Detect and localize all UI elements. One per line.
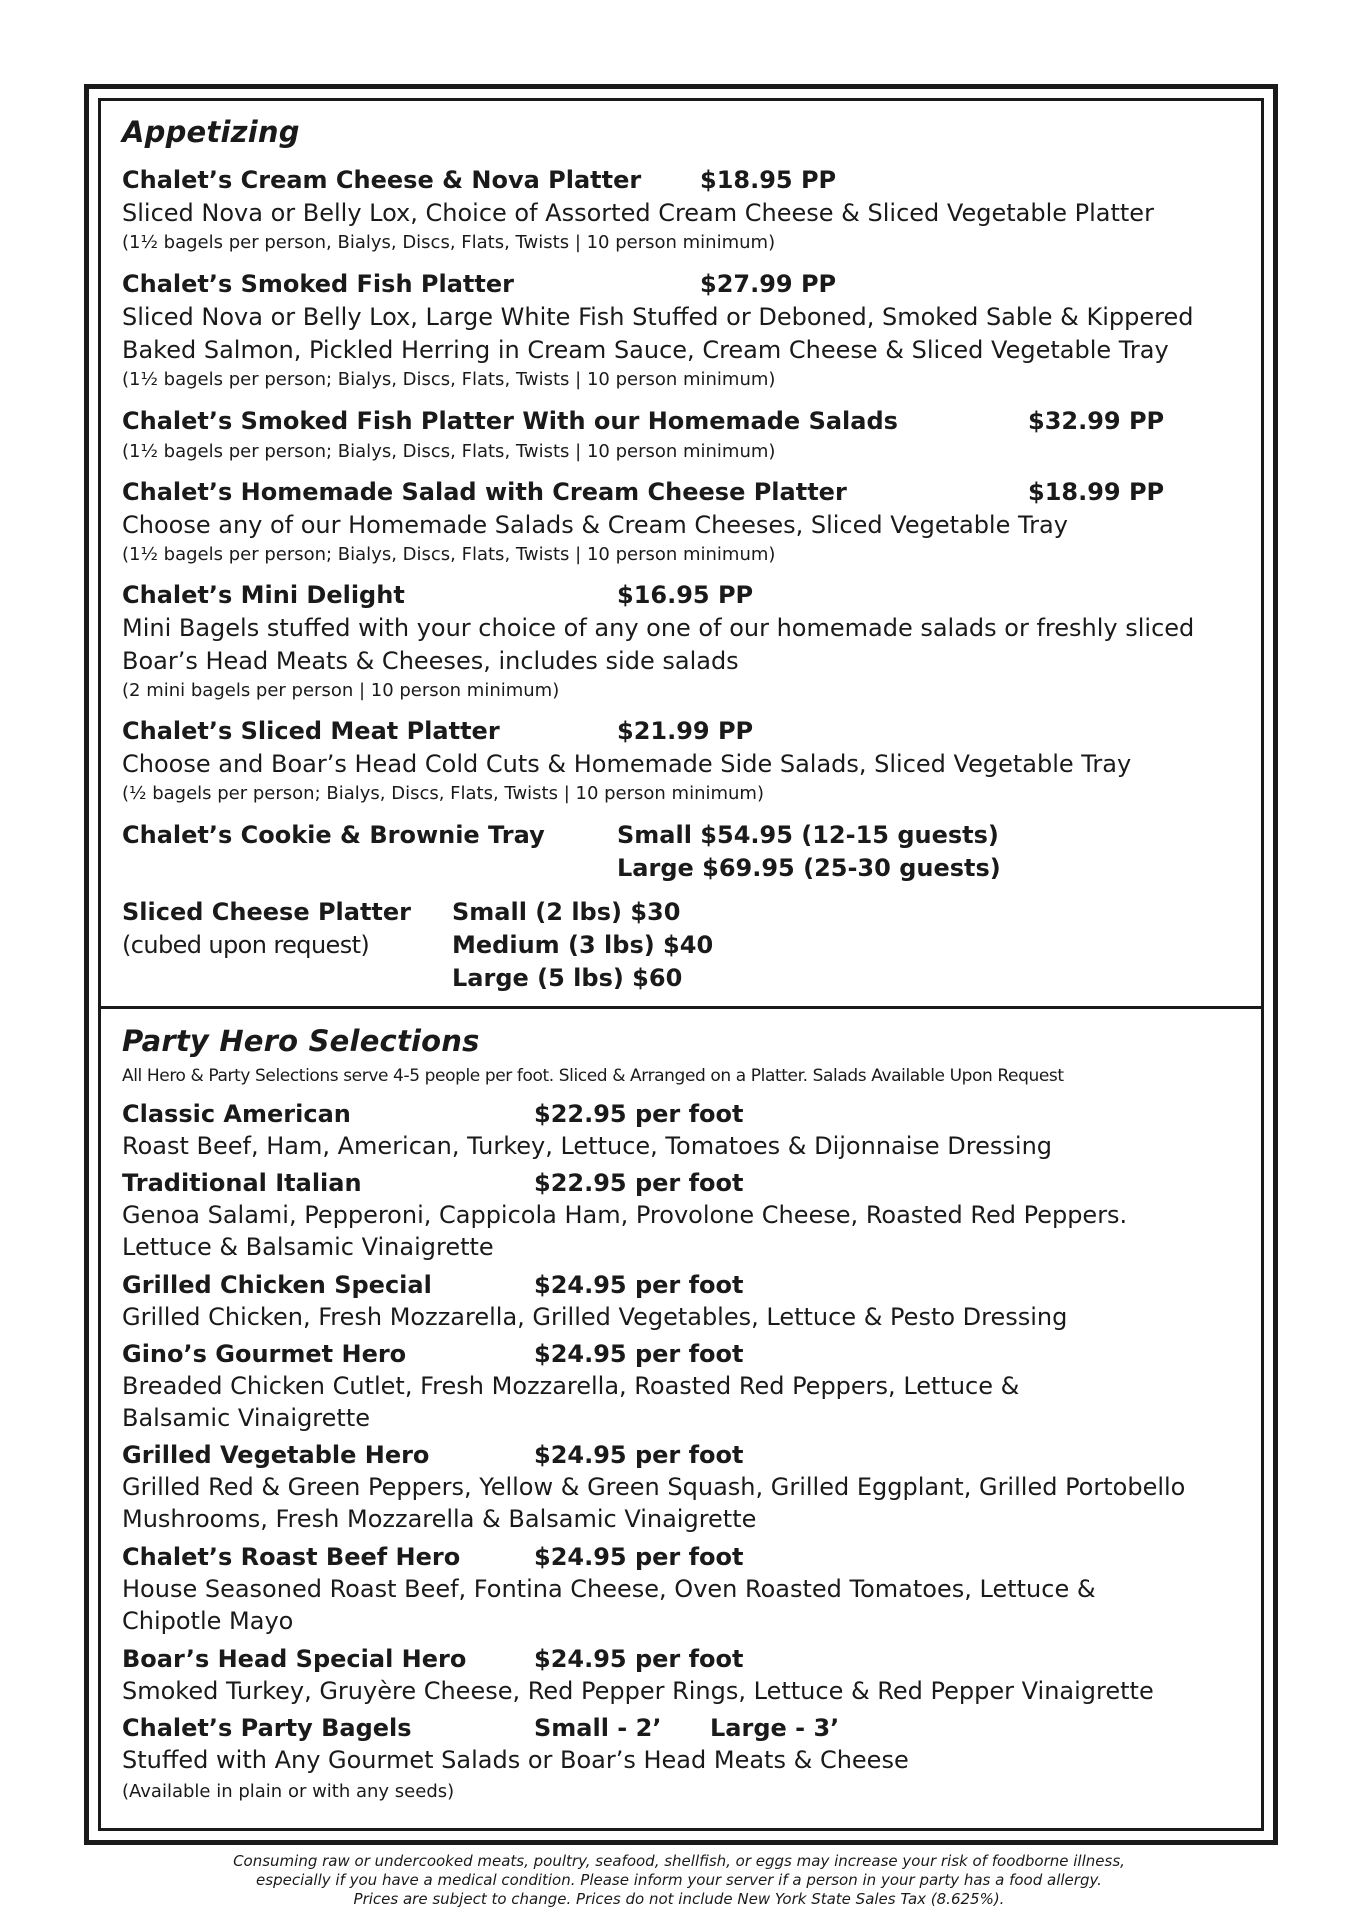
grilled-chicken-name: Grilled Chicken Special <box>122 1271 432 1299</box>
smoked-fish-price: $27.99 PP <box>700 270 837 298</box>
cream-cheese-nova-note: (1½ bagels per person, Bialys, Discs, Flats, Twists | 10 person minimum) <box>122 232 776 253</box>
roast-beef-desc-2: Chipotle Mayo <box>122 1607 294 1635</box>
grilled-vegetable-name: Grilled Vegetable Hero <box>122 1441 430 1469</box>
boars-head-name: Boar’s Head Special Hero <box>122 1645 467 1673</box>
ginos-gourmet-desc-2: Balsamic Vinaigrette <box>122 1404 370 1432</box>
boars-head-price: $24.95 per foot <box>534 1645 744 1673</box>
party-bagels-note: (Available in plain or with any seeds) <box>122 1781 455 1802</box>
roast-beef-name: Chalet’s Roast Beef Hero <box>122 1543 461 1571</box>
mini-delight-name: Chalet’s Mini Delight <box>122 581 405 609</box>
mini-delight-desc-2: Boar’s Head Meats & Cheeses, includes side salads <box>122 647 739 675</box>
homemade-salad-desc: Choose any of our Homemade Salads & Cream Cheeses, Sliced Vegetable Tray <box>122 511 1068 539</box>
heroes-intro: All Hero & Party Selections serve 4-5 people per foot. Sliced & Arranged on a Platter. Salads Available Upon Request <box>122 1066 1064 1086</box>
mini-delight-price: $16.95 PP <box>617 581 754 609</box>
cookie-brownie-price-small: Small $54.95 (12-15 guests) <box>617 821 999 849</box>
cream-cheese-nova-price: $18.95 PP <box>700 166 837 194</box>
footer-disclaimer-3: Prices are subject to change. Prices do not include New York State Sales Tax (8.625%). <box>353 1890 1005 1908</box>
classic-american-name: Classic American <box>122 1100 351 1128</box>
grilled-vegetable-price: $24.95 per foot <box>534 1441 744 1469</box>
sliced-cheese-price-medium: Medium (3 lbs) $40 <box>452 931 714 959</box>
smoked-fish-note: (1½ bagels per person; Bialys, Discs, Flats, Twists | 10 person minimum) <box>122 369 776 390</box>
grilled-vegetable-desc-2: Mushrooms, Fresh Mozzarella & Balsamic Vinaigrette <box>122 1505 757 1533</box>
cream-cheese-nova-name: Chalet’s Cream Cheese & Nova Platter <box>122 166 642 194</box>
roast-beef-desc-1: House Seasoned Roast Beef, Fontina Cheese, Oven Roasted Tomatoes, Lettuce & <box>122 1575 1096 1603</box>
cream-cheese-nova-desc: Sliced Nova or Belly Lox, Choice of Assorted Cream Cheese & Sliced Vegetable Platter <box>122 199 1154 227</box>
boars-head-desc: Smoked Turkey, Gruyère Cheese, Red Pepper Rings, Lettuce & Red Pepper Vinaigrette <box>122 1677 1154 1705</box>
smoked-fish-salads-price: $32.99 PP <box>1028 407 1165 435</box>
sliced-cheese-price-large: Large (5 lbs) $60 <box>452 964 683 992</box>
ginos-gourmet-price: $24.95 per foot <box>534 1340 744 1368</box>
smoked-fish-salads-note: (1½ bagels per person; Bialys, Discs, Flats, Twists | 10 person minimum) <box>122 441 776 462</box>
cookie-brownie-price-large: Large $69.95 (25-30 guests) <box>617 854 1001 882</box>
sliced-cheese-name: Sliced Cheese Platter <box>122 898 412 926</box>
grilled-chicken-price: $24.95 per foot <box>534 1271 744 1299</box>
party-bagels-desc: Stuffed with Any Gourmet Salads or Boar’s Head Meats & Cheese <box>122 1746 909 1774</box>
cookie-brownie-name: Chalet’s Cookie & Brownie Tray <box>122 821 545 849</box>
appetizing-heading: Appetizing <box>122 115 300 149</box>
roast-beef-price: $24.95 per foot <box>534 1543 744 1571</box>
footer-disclaimer-2: especially if you have a medical condition. Please inform your server if a person in your party has a food allergy. <box>256 1871 1102 1889</box>
sliced-meat-price: $21.99 PP <box>617 717 754 745</box>
smoked-fish-desc-1: Sliced Nova or Belly Lox, Large White Fish Stuffed or Deboned, Smoked Sable & Kippered <box>122 303 1194 331</box>
homemade-salad-note: (1½ bagels per person; Bialys, Discs, Flats, Twists | 10 person minimum) <box>122 544 776 565</box>
sliced-cheese-price-small: Small (2 lbs) $30 <box>452 898 681 926</box>
ginos-gourmet-desc-1: Breaded Chicken Cutlet, Fresh Mozzarella, Roasted Red Peppers, Lettuce & <box>122 1372 1020 1400</box>
sliced-meat-desc: Choose and Boar’s Head Cold Cuts & Homemade Side Salads, Sliced Vegetable Tray <box>122 750 1132 778</box>
party-bagels-price-large: Large - 3’ <box>710 1714 840 1742</box>
traditional-italian-price: $22.95 per foot <box>534 1169 744 1197</box>
sliced-meat-name: Chalet’s Sliced Meat Platter <box>122 717 500 745</box>
heroes-heading: Party Hero Selections <box>122 1024 480 1058</box>
classic-american-desc: Roast Beef, Ham, American, Turkey, Lettuce, Tomatoes & Dijonnaise Dressing <box>122 1132 1053 1160</box>
grilled-vegetable-desc-1: Grilled Red & Green Peppers, Yellow & Green Squash, Grilled Eggplant, Grilled Portobello <box>122 1473 1186 1501</box>
smoked-fish-name: Chalet’s Smoked Fish Platter <box>122 270 514 298</box>
traditional-italian-desc-2: Lettuce & Balsamic Vinaigrette <box>122 1233 494 1261</box>
homemade-salad-price: $18.99 PP <box>1028 478 1165 506</box>
mini-delight-note: (2 mini bagels per person | 10 person minimum) <box>122 680 560 701</box>
party-bagels-name: Chalet’s Party Bagels <box>122 1714 412 1742</box>
smoked-fish-desc-2: Baked Salmon, Pickled Herring in Cream Sauce, Cream Cheese & Sliced Vegetable Tray <box>122 336 1169 364</box>
ginos-gourmet-name: Gino’s Gourmet Hero <box>122 1340 407 1368</box>
party-bagels-price-small: Small - 2’ <box>534 1714 662 1742</box>
smoked-fish-salads-name: Chalet’s Smoked Fish Platter With our Homemade Salads <box>122 407 898 435</box>
footer-disclaimer-1: Consuming raw or undercooked meats, poultry, seafood, shellfish, or eggs may increase your risk of foodborne illness, <box>233 1852 1125 1870</box>
sliced-meat-note: (½ bagels per person; Bialys, Discs, Flats, Twists | 10 person minimum) <box>122 783 764 804</box>
sliced-cheese-subnote: (cubed upon request) <box>122 931 370 959</box>
mini-delight-desc-1: Mini Bagels stuffed with your choice of any one of our homemade salads or freshly sliced <box>122 614 1195 642</box>
homemade-salad-name: Chalet’s Homemade Salad with Cream Cheese Platter <box>122 478 847 506</box>
traditional-italian-name: Traditional Italian <box>122 1169 362 1197</box>
traditional-italian-desc-1: Genoa Salami, Pepperoni, Cappicola Ham, Provolone Cheese, Roasted Red Peppers. <box>122 1201 1128 1229</box>
grilled-chicken-desc: Grilled Chicken, Fresh Mozzarella, Grilled Vegetables, Lettuce & Pesto Dressing <box>122 1303 1068 1331</box>
section-divider <box>98 1006 1264 1009</box>
classic-american-price: $22.95 per foot <box>534 1100 744 1128</box>
